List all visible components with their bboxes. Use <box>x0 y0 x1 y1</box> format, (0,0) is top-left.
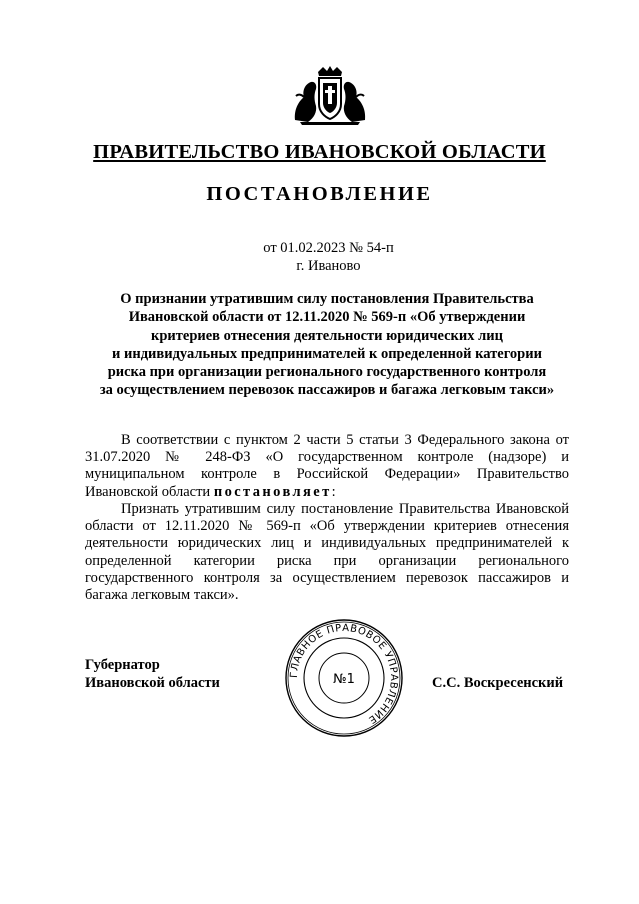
document-type-title: ПОСТАНОВЛЕНИЕ <box>206 183 433 205</box>
government-name: ПРАВИТЕЛЬСТВО ИВАНОВСКОЙ ОБЛАСТИ <box>93 141 546 163</box>
subject-line: и индивидуальных предпринимателей к определенной категории <box>112 345 542 362</box>
subject-line: критериев отнесения деятельности юридических лиц <box>151 327 503 344</box>
preamble-text: В соответствии с пунктом 2 части 5 статьи 3 Федерального закона от 31.07.2020 № 248-ФЗ «О государственном контроле (надзоре) и муниципальном контроле в Российской Федерации» Правительство Ивановской области <box>85 432 569 500</box>
subject-line: Ивановской области от 12.11.2020 № 569-п «Об утверждении <box>128 309 526 326</box>
stamp-ring-text: ГЛАВНОЕ ПРАВОВОЕ УПРАВЛЕНИЕ <box>288 622 400 726</box>
position-line-1: Губернатор <box>85 657 160 673</box>
stamp-center-number: №1 <box>333 672 355 687</box>
subject-line: О признании утратившим силу постановления Правительства <box>120 291 534 307</box>
body-paragraph-resolution: Признать утратившим силу постановление Правительства Ивановской области от 12.11.2020 № 569-п «Об утверждении критериев отнесения деятельности юридических лиц и индивидуальных предпринимателей к определенной категории риска при организации регионального государственного контроля за осуществлением перевозок пассажиров и багажа легковым такси». <box>85 501 569 604</box>
document-subject <box>85 290 569 400</box>
subject-line: риска при организации регионального государственного контроля <box>107 364 547 381</box>
body-paragraph-preamble <box>85 432 569 501</box>
coat-of-arms-emblem <box>292 66 368 126</box>
official-stamp <box>283 617 405 739</box>
document-date-number: от 01.02.2023 № 54-п <box>263 240 394 256</box>
signatory-position <box>85 656 220 692</box>
position-line-2: Ивановской области <box>85 675 220 691</box>
signatory-name: С.С. Воскресенский <box>432 675 564 691</box>
subject-line: за осуществлением перевозок пассажиров и багажа легковым такси» <box>99 382 555 399</box>
resolves-word: постановляет <box>213 483 332 500</box>
preamble-colon: : <box>331 483 336 500</box>
document-city: г. Иваново <box>296 258 361 274</box>
